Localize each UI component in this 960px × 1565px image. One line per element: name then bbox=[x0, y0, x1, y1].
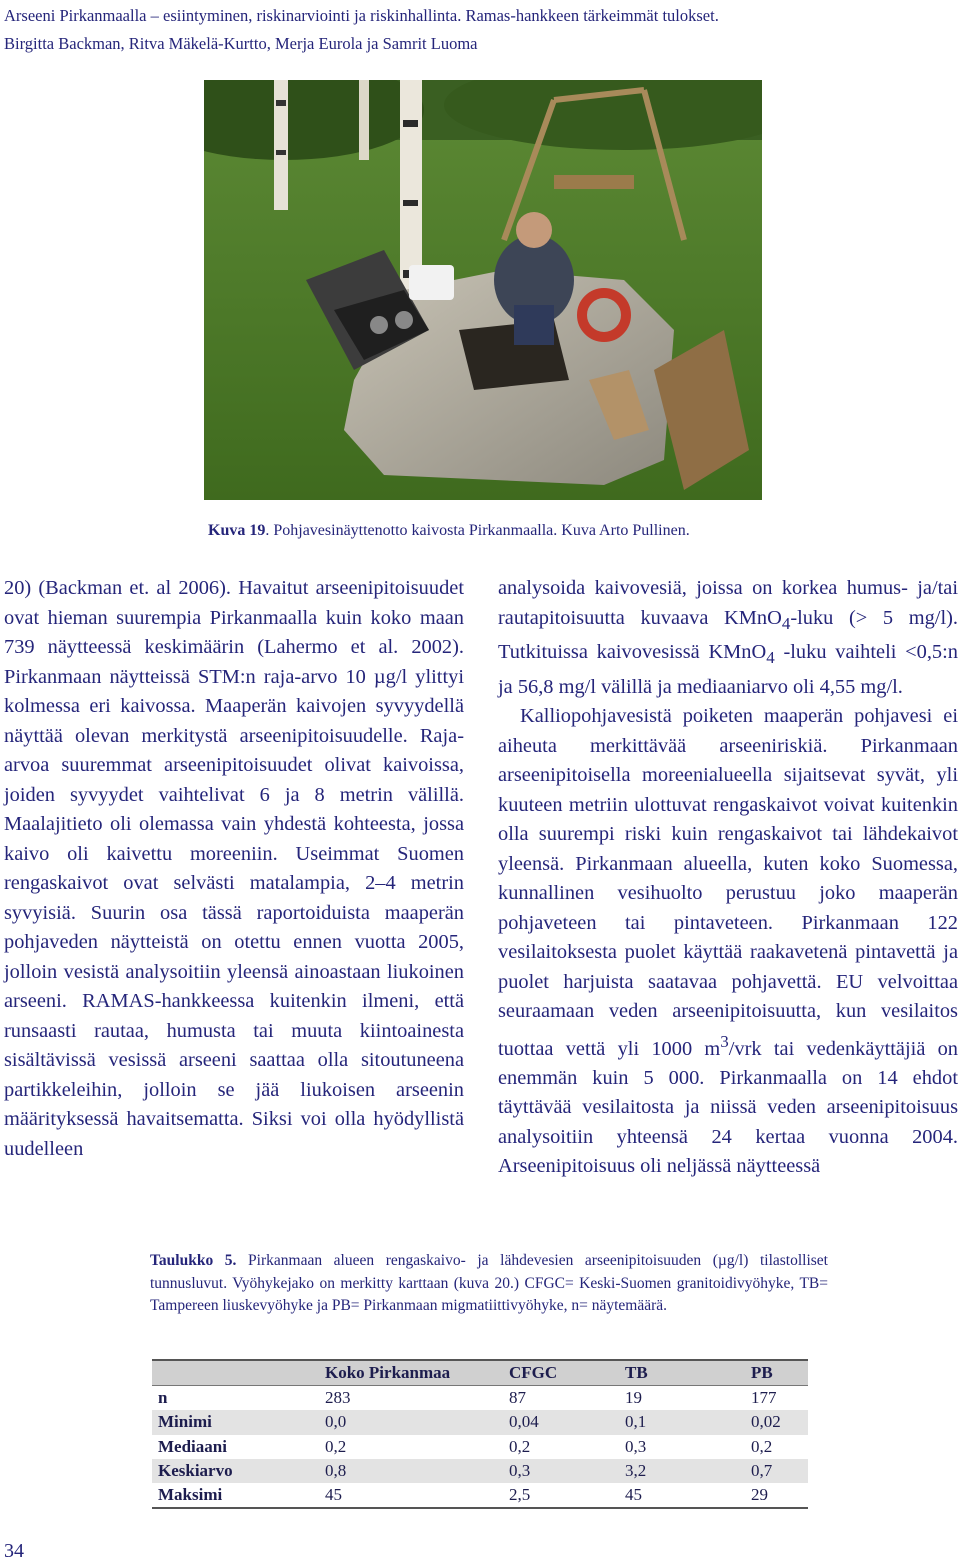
table-row bbox=[152, 1435, 808, 1459]
table-cell: 45 bbox=[625, 1485, 642, 1505]
table-header-cell: TB bbox=[625, 1363, 648, 1383]
right-p1-subscript-1: 4 bbox=[781, 613, 791, 633]
statistics-table bbox=[152, 1359, 808, 1509]
figure-caption bbox=[208, 522, 768, 540]
left-column bbox=[4, 574, 464, 1164]
table-cell: 29 bbox=[751, 1485, 768, 1505]
table-cell: 19 bbox=[625, 1388, 642, 1408]
table-cell: 2,5 bbox=[509, 1485, 531, 1505]
page-number: 34 bbox=[4, 1540, 24, 1562]
table-cell: 45 bbox=[325, 1485, 342, 1505]
figure-label: Kuva 19 bbox=[208, 522, 266, 539]
table-caption-text: Pirkanmaan alueen rengaskaivo- ja lähdevesien arseenipitoisuuden (µg/l) tilastolliset tunnusluvut. Vyöhykejako on merkitty karttaan (kuva 20.) CFGC= Keski-Suomen granitoidivyöhyke, TB= Tampereen liuskevyöhyke ja PB= Pirkanmaan migmatiittivyöhyke, n= näytemäärä. bbox=[150, 1252, 828, 1314]
table-cell: 87 bbox=[509, 1388, 526, 1408]
table-cell: 283 bbox=[325, 1388, 351, 1408]
table-cell: 0,7 bbox=[751, 1460, 773, 1480]
table-row bbox=[152, 1483, 808, 1508]
table-cell: 0,2 bbox=[751, 1436, 773, 1456]
header-title: Arseeni Pirkanmaalla – esiintyminen, riskinarviointi ja riskinhallinta. Ramas-hankkeen tärkeimmät tulokset. bbox=[4, 6, 719, 25]
right-paragraph-2 bbox=[498, 702, 958, 1182]
table-header-cell: PB bbox=[751, 1363, 773, 1383]
table-header-cell: Koko Pirkanmaa bbox=[325, 1363, 451, 1383]
right-p2-part-b: /vrk tai vedenkäyttäjiä on enemmän kuin 5 000. Pirkanmaalla on 14 ehdot täyttävää vesilaitosta ja niissä veden arseenipitoisuus analysoitiin yhteensä 24 kertaa vuonna 2004. Arseenipitoisuus oli neljässä näytteessä bbox=[498, 1037, 959, 1178]
table-row-label: Mediaani bbox=[158, 1436, 227, 1456]
right-p1-part-b: -luku (> 5 mg/l). Tutkituissa kaivovesissä KMnO bbox=[498, 606, 958, 664]
table-row bbox=[152, 1459, 808, 1483]
right-column bbox=[498, 574, 958, 1182]
table-header-cell bbox=[152, 1360, 319, 1386]
table-row bbox=[152, 1410, 808, 1434]
right-paragraph-1 bbox=[498, 574, 958, 702]
table-header-cell: CFGC bbox=[509, 1363, 558, 1383]
table-row-label: Keskiarvo bbox=[158, 1460, 233, 1480]
table-label: Taulukko 5. bbox=[150, 1252, 237, 1269]
figure-photo bbox=[204, 80, 762, 500]
table-cell: 3,2 bbox=[625, 1460, 647, 1480]
right-p1-part-c: -luku vaihteli <0,5:n ja 56,8 mg/l välillä ja mediaaniarvo oli 4,55 mg/l. bbox=[498, 641, 958, 698]
table-cell: 177 bbox=[751, 1388, 777, 1408]
table-cell: 0,0 bbox=[325, 1412, 347, 1432]
table-cell: 0,3 bbox=[509, 1460, 531, 1480]
table-row-label: Minimi bbox=[158, 1412, 212, 1432]
figure-caption-text: . Pohjavesinäyttenotto kaivosta Pirkanmaalla. Kuva Arto Pullinen. bbox=[265, 522, 690, 539]
right-p1-subscript-2: 4 bbox=[766, 648, 775, 668]
right-p1-part-a: analysoida kaivovesiä, joissa on korkea humus- ja/tai rautapitoisuutta kuvaava KMnO bbox=[498, 577, 958, 629]
table-row-label: Maksimi bbox=[158, 1485, 223, 1505]
left-paragraph: 20) (Backman et. al 2006). Havaitut arseenipitoisuudet ovat hieman suurempia Pirkanmaalla kuin koko maan 739 näytteessä keskimäärin (Lahermo et al. 2002). Pirkanmaan näytteissä STM:n raja-arvo 10 µg/l ylittyi kolmessa eri kaivossa. Maaperän kaivojen syvyydellä näyttää olevan merkitystä arseenipitoisuudelle. Raja-arvoa suuremmat arseenipitoisuudet olivat kaivoissa, joiden syvyydet vaihtelivat 6 ja 8 metrin välillä. Maalajitieto oli olemassa vain yhdestä kohteesta, jossa kaivo oli kaivettu moreeniin. Useimmat Suomen rengaskaivot ovat selvästi matalampia, 2–4 metrin syvyisiä. Suurin osa tässä raportoiduista maaperän pohjaveden näytteistä on otettu ennen vuotta 2005, jolloin vesistä analysoitiin yleensä ainoastaan liukoinen arseeni. RAMAS-hankkeessa kuitenkin ilmeni, että runsaasti rautaa, humusta tai muuta kiintoainesta sisältävissä vesissä arseeni saattaa olla sitoutuneena partikkeleihin, jolloin se jää liukoisen arseenin määrityksessä havaitsematta. Siksi voi olla hyödyllistä uudelleen bbox=[4, 577, 464, 1160]
header-authors: Birgitta Backman, Ritva Mäkelä-Kurtto, Merja Eurola ja Samrit Luoma bbox=[4, 34, 478, 53]
table-cell: 0,3 bbox=[625, 1436, 647, 1456]
running-header bbox=[4, 2, 954, 58]
table-cell: 0,8 bbox=[325, 1460, 347, 1480]
table-cell: 0,1 bbox=[625, 1412, 647, 1432]
table-cell: 0,04 bbox=[509, 1412, 539, 1432]
table-row-label: n bbox=[158, 1388, 168, 1408]
right-p2-part-a: Kalliopohjavesistä poiketen maaperän pohjavesi ei aiheuta merkittävää arseeniriskiä. Pirkanmaan arseenipitoisella moreenialueella sijaitsevat syvät, yli kuuteen metriin ulottuvat rengaskaivot voivat kuitenkin olla suurempi riski kuin rengaskaivot tai lähdekaivot yleensä. Pirkanmaan alueella, kuten koko Suomessa, kunnallinen vesihuolto perustuu joko maaperän pohjaveteen tai pintaveteen. Pirkanmaan 122 vesilaitoksesta puolet käyttää raakavetenä pintavettä ja puolet harjuista saatavaa pohjavettä. EU velvoittaa seuraamaan veden arseenipitoisuutta, kun vesilaitos tuottaa vettä yli 1000 m bbox=[498, 705, 958, 1060]
table-row bbox=[152, 1386, 808, 1411]
table-header-row bbox=[152, 1360, 808, 1386]
table-cell: 0,2 bbox=[509, 1436, 531, 1456]
right-p2-superscript: 3 bbox=[720, 1031, 729, 1051]
table-cell: 0,2 bbox=[325, 1436, 347, 1456]
table-cell: 0,02 bbox=[751, 1412, 781, 1432]
table-caption bbox=[150, 1250, 828, 1318]
